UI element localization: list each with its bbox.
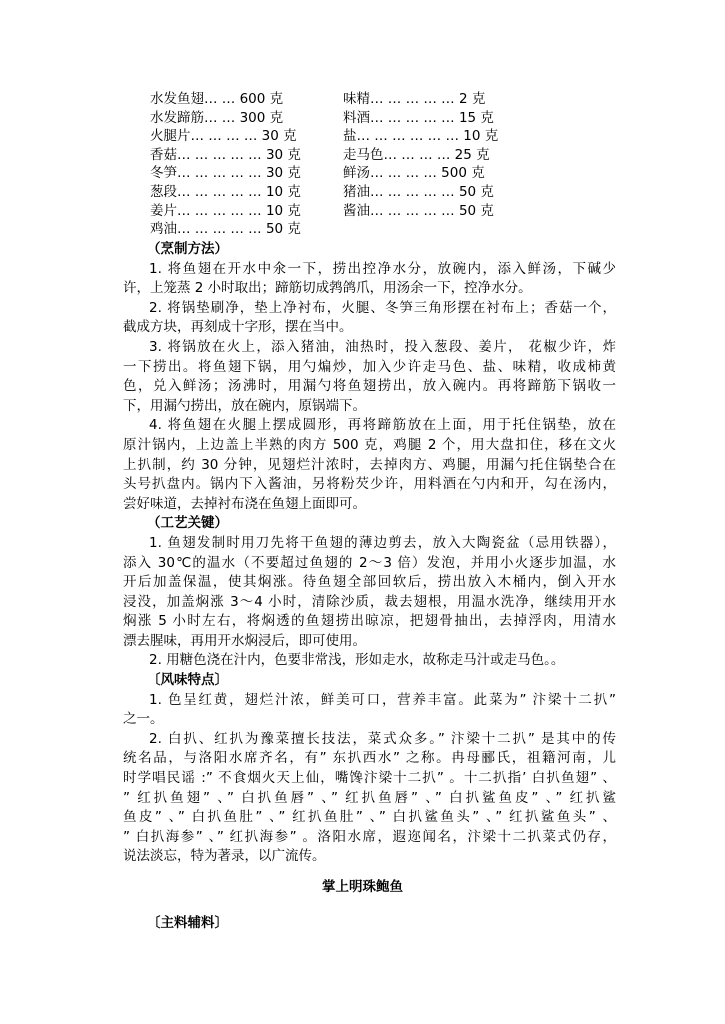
text-line: 统名品，与洛阳水席齐名，有” 东扒西水” 之称。冉母郦氏，祖籍河南，儿 [123,750,616,767]
text-line: 许，上笼蒸 2 小时取出；蹄筋切成鹁鸽爪，用汤余一下，控净水分。 [123,280,532,297]
text-line: 下，用漏勺捞出，放在碗内，原锅端下。 [123,397,366,414]
ingredient-item: 水发蹄筋… … 300 克 [150,109,284,126]
paragraph [123,691,616,730]
ingredient-item: 葱段… … … … … 10 克 [150,183,301,200]
ingredient-item: 香菇… … … … … 30 克 [150,146,301,163]
paragraph [123,338,616,416]
text-line: 鱼皮” 、” 白扒鱼肚” 、” 红扒鱼肚” 、” 白扒鲨鱼头” 、” 红扒鲨鱼头” 、 [123,809,616,826]
text-line: 之一。 [123,711,164,728]
section-heading-ingredients: 〔主料辅料〕 [147,915,228,931]
ingredient-item: 冬笋… … … … … 30 克 [150,165,301,182]
section-heading: （烹制方法） [147,241,228,257]
text-line: 1. 色呈红黄，翅烂汁浓，鲜美可口，营养丰富。此菜为” 汴梁十二扒” [149,691,616,708]
text-line: 焖涨 5 小时左右，将焖透的鱼翅捞出晾凉，把翅骨抽出，去掉浮肉，用清水 [123,613,616,630]
text-line: 2. 白扒、红扒为豫菜擅长技法，菜式众多。” 汴梁十二扒” 是其中的传 [149,730,616,747]
text-line: 头号扒盘内。锅内下入酱油，另将粉芡少许，用料酒在勺内和开，勾在汤内， [123,476,616,493]
text-line: 3. 将锅放在火上，添入猪油，油热时，投入葱段、姜片， 花椒少许，炸 [149,338,616,355]
text-line: 添入 30℃的温水（不要超过鱼翅的 2～3 倍）发泡，并用小火逐步加温，水 [123,554,616,571]
text-line: 一下捞出。将鱼翅下锅，用勺煸炒，加入少许走马色、盐、味精，收成柿黄 [123,358,616,375]
text-line: 原汁锅内，上边盖上半熟的肉方 500 克，鸡腿 2 个，用大盘扣住，移在文火 [123,436,616,453]
ingredient-column-left [150,90,301,239]
ingredient-item: 鲜汤… … … … 500 克 [343,165,485,182]
section-heading: 〔风味特点〕 [147,672,228,689]
text-line: 浸没，加盖焖涨 3～4 小时，清除沙质，裁去翅根，用温水洗净，继续用开水 [123,593,616,610]
text-line: 尝好味道，去掉衬布浇在鱼翅上面即可。 [123,495,366,512]
ingredient-item: 走马色… … … … 25 克 [343,146,490,163]
text-line: 截成方块，再刻成十字形，摆在当中。 [123,319,353,336]
ingredient-item: 料酒… … … … … 15 克 [343,109,494,126]
ingredient-item: 火腿片… … … … 30 克 [150,128,297,145]
text-line: 2. 用糖色浇在汁内，色要非常浅，形如走水，故称走马汁或走马色。。 [149,652,565,669]
text-line: ” 白扒海参” 、” 红扒海参” 。洛阳水席，遐迩闻名，汴梁十二扒菜式仍存， [123,828,616,845]
paragraph [123,416,616,514]
ingredient-item: 水发鱼翅… … 600 克 [150,91,284,107]
text-line: 时学唱民谣 :” 不食烟火天上仙，嘴馋汴梁十二扒” 。十二扒指’ 白扒鱼翅” 、 [123,770,616,787]
paragraph [123,730,616,867]
section-heading: （工艺关键） [147,515,228,532]
text-line: 2. 将锅垫刷净，垫上净衬布，火腿、冬笋三角形摆在衬布上；香菇一个， [149,299,616,316]
ingredient-item: 味精… … … … … 2 克 [343,91,486,107]
ingredient-item: 盐… … … … … … 10 克 [343,128,499,145]
text-line: 1. 将鱼翅在开水中氽一下，捞出控净水分，放碗内，添入鲜汤，下碱少 [149,260,616,277]
text-line: 漂去腥味，再用开水焖浸后，即可使用。 [123,632,366,649]
paragraph [123,260,616,299]
text-line: 4. 将鱼翅在火腿上摆成圆形，再将蹄筋放在上面，用于托住锅垫，放在 [149,417,616,434]
paragraph [123,534,616,652]
ingredient-column-right [343,90,498,220]
text-line: 1. 鱼翅发制时用刀先将干鱼翅的薄边剪去，放入大陶瓷盆（忌用铁器）， [149,534,616,551]
ingredient-item: 酱油… … … … … 50 克 [343,202,494,219]
text-line: ” 红扒鱼翅” 、” 白扒鱼唇” 、” 红扒鱼唇” 、” 白扒鲨鱼皮” 、” 红扒鲨 [123,789,616,806]
text-line: 色，兑入鲜汤；汤沸时，用漏勺将鱼翅捞出，放入碗内。再将蹄筋下锅收一 [123,378,616,395]
ingredient-item: 姜片… … … … … 10 克 [150,202,301,219]
text-line: 说法淡忘，特为著录，以广流传。 [123,848,326,865]
recipe-title: 掌上明珠鲍鱼 [322,879,403,895]
ingredient-item: 鸡油… … … … … 50 克 [150,221,301,238]
ingredient-item: 猪油… … … … … 50 克 [343,183,494,200]
recipe-body [123,240,616,867]
paragraph [123,651,616,671]
text-line: 开后加盖保温，使其焖涨。待鱼翅全部回软后，捞出放入木桶内，倒入开水 [123,574,616,591]
paragraph [123,299,616,338]
text-line: 上扒制，约 30 分钟，见翅烂汁浓时，去掉肉方、鸡腿，用漏勺托住锅垫合在 [123,456,616,473]
